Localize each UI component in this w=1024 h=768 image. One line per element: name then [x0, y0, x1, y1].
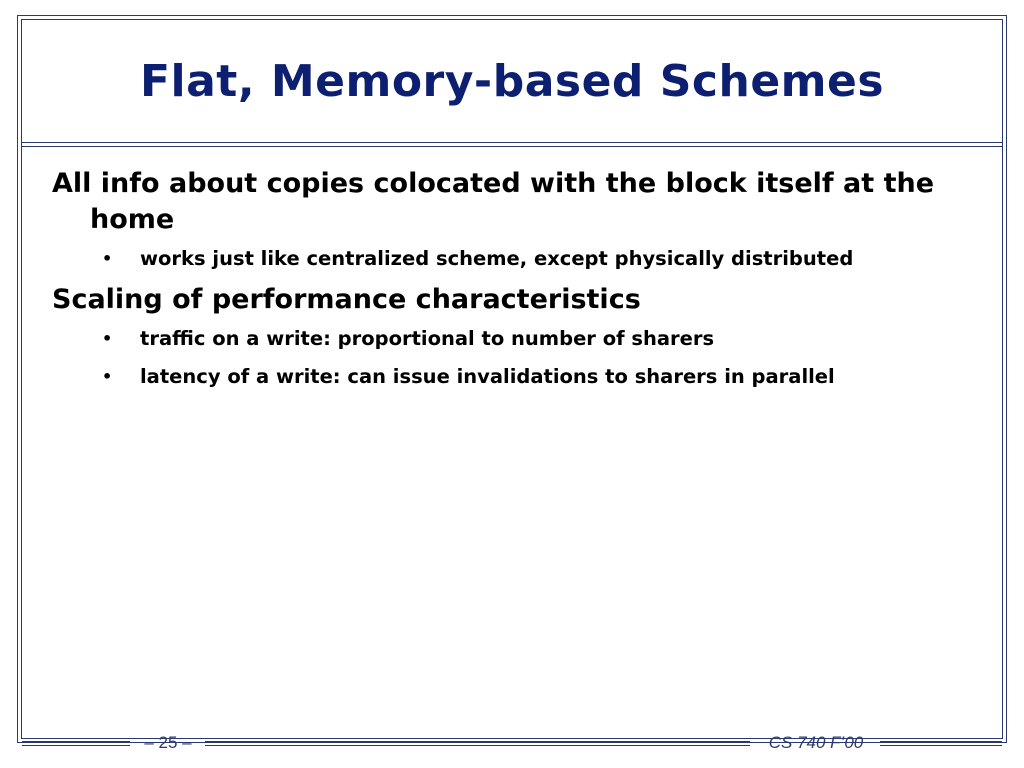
sub-bullet-text: works just like centralized scheme, except physically distributed	[140, 247, 854, 270]
footer-rule-left	[22, 741, 130, 746]
slide-body	[52, 166, 982, 400]
page-number: – 25 –	[144, 733, 192, 752]
sub-bullet-1-1	[52, 244, 982, 274]
sub-bullet-text: latency of a write: can issue invalidations to sharers in parallel	[140, 365, 835, 388]
sub-bullet-2-1	[52, 324, 982, 354]
course-label: CS 740 F’00	[768, 733, 864, 752]
bullet-glyph: •	[102, 249, 113, 268]
sub-bullet-text: traffic on a write: proportional to number of sharers	[140, 327, 715, 350]
slide-title: Flat, Memory-based Schemes	[139, 56, 885, 107]
bullet-point-1: All info about copies colocated with the block itself at the home	[52, 168, 935, 235]
bullet-point-2: Scaling of performance characteristics	[52, 284, 641, 315]
sub-bullet-2-2	[52, 362, 982, 392]
footer-rule-middle	[205, 741, 750, 746]
bullet-glyph: •	[102, 329, 113, 348]
footer-rule-right	[880, 741, 1002, 746]
bullet-glyph: •	[102, 367, 113, 386]
title-divider-bottom	[22, 146, 1002, 147]
title-divider-top	[22, 142, 1002, 143]
